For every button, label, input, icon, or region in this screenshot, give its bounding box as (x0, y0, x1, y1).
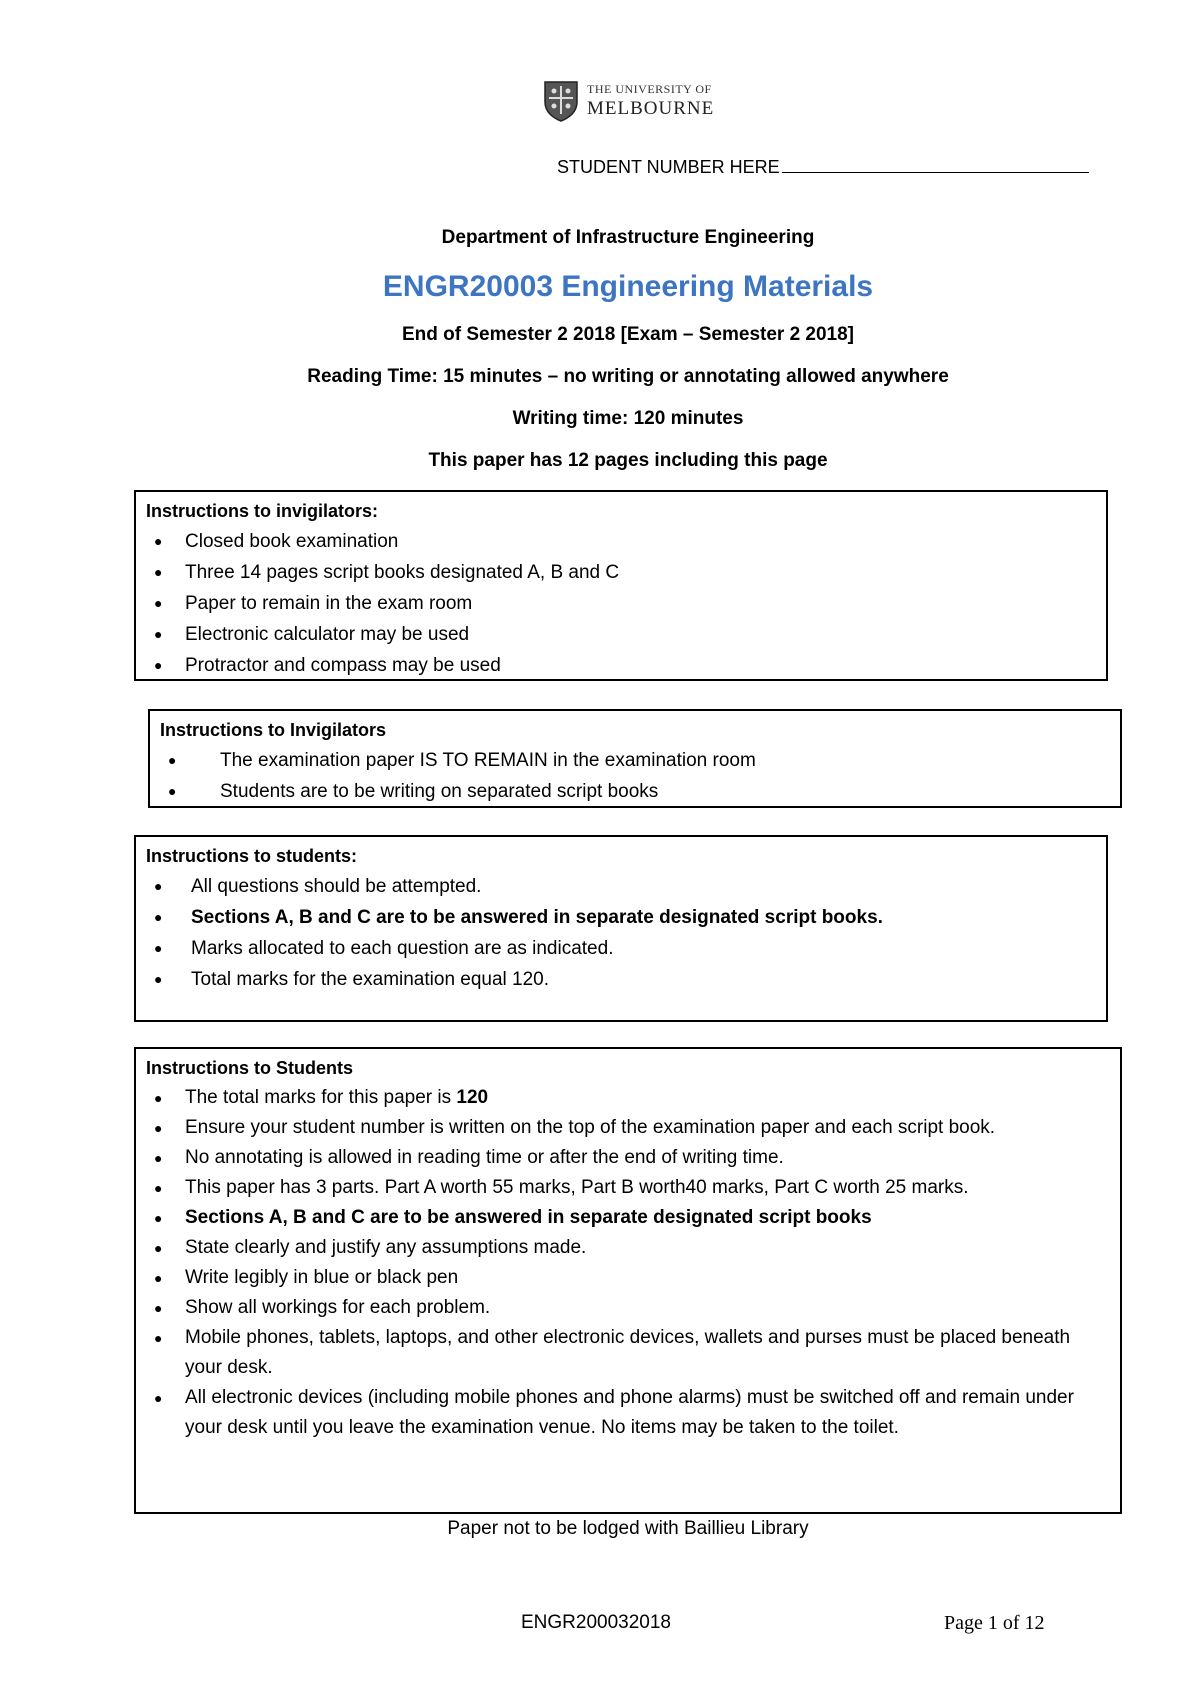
bullet-icon: ● (168, 783, 177, 799)
list-item: ● This paper has 3 parts. Part A worth 55 marks, Part B worth40 marks, Part C worth 25 marks. (146, 1173, 1100, 1203)
list-item: ● The total marks for this paper is 120 (146, 1083, 1100, 1113)
student-number-blank-line (782, 156, 1089, 173)
list-item: ● Three 14 pages script books designated A, B and C (146, 557, 1096, 588)
bullet-icon: ● (154, 878, 163, 894)
list-item: ● Sections A, B and C are to be answered in separate designated script books. (146, 902, 1096, 933)
list-item: ● No annotating is allowed in reading time or after the end of writing time. (146, 1143, 1100, 1173)
exam-code: ENGR200032018 (521, 1612, 671, 1633)
list-item: ● Protractor and compass may be used (146, 650, 1096, 681)
list-item: ● Mobile phones, tablets, laptops, and other electronic devices, wallets and purses must be placed beneath your desk. (146, 1323, 1100, 1383)
bullet-icon: ● (154, 595, 163, 611)
page-number: Page 1 of 12 (944, 1612, 1045, 1634)
list-item: ● Sections A, B and C are to be answered in separate designated script books (146, 1203, 1100, 1233)
library-note: Paper not to be lodged with Baillieu Library (447, 1518, 809, 1539)
bullet-icon: ● (154, 1390, 163, 1406)
bullet-icon: ● (154, 1180, 163, 1196)
list-item: ● Electronic calculator may be used (146, 619, 1096, 650)
semester-line: End of Semester 2 2018 [Exam – Semester 2 2018] (401, 324, 855, 345)
box-title: Instructions to invigilators: (146, 501, 379, 521)
list-item: ● Closed book examination (146, 526, 1096, 557)
bullet-icon: ● (154, 1300, 163, 1316)
list-item: ● Paper to remain in the exam room (146, 588, 1096, 619)
bullet-icon: ● (154, 1090, 163, 1106)
bullet-icon: ● (168, 752, 177, 768)
writing-time-line: Writing time: 120 minutes (512, 408, 744, 429)
bullet-icon: ● (154, 533, 163, 549)
invigilator-instructions-box-1 (134, 490, 1108, 681)
logo-line-2: MELBOURNE (587, 97, 715, 119)
bullet-icon: ● (154, 564, 163, 580)
list-item: ● Ensure your student number is written on the top of the examination paper and each script book. (146, 1113, 1100, 1143)
logo-line-1: THE UNIVERSITY OF (587, 81, 712, 96)
bullet-icon: ● (154, 940, 163, 956)
list-item: ● Students are to be writing on separated script books (160, 776, 1110, 807)
course-title: ENGR20003 Engineering Materials (382, 270, 874, 303)
student-instructions-box-1 (134, 835, 1108, 1022)
list-item: ● All electronic devices (including mobile phones and phone alarms) must be switched off and remain under your desk until you leave the examination venue. No items may be taken to the toilet. (146, 1383, 1100, 1443)
box-title: Instructions to Students (146, 1058, 353, 1078)
bullet-icon: ● (154, 1150, 163, 1166)
student-number-label: STUDENT NUMBER HERE (557, 157, 780, 177)
university-logo (541, 75, 716, 125)
list-item: ● Show all workings for each problem. (146, 1293, 1100, 1323)
list-item: ● State clearly and justify any assumptions made. (146, 1233, 1100, 1263)
list-item: ● Marks allocated to each question are as indicated. (146, 933, 1096, 964)
student-number-field (557, 156, 1089, 178)
instruction-list (146, 1083, 1100, 1443)
bullet-icon: ● (154, 1120, 163, 1136)
bullet-icon: ● (154, 909, 163, 925)
list-item: ● Write legibly in blue or black pen (146, 1263, 1100, 1293)
box-title: Instructions to Invigilators (160, 720, 387, 740)
list-item: ● The examination paper IS TO REMAIN in the examination room (160, 745, 1110, 776)
reading-time-line: Reading Time: 15 minutes – no writing or annotating allowed anywhere (307, 366, 949, 387)
logo-wordmark (587, 83, 714, 118)
instruction-list (146, 526, 1096, 681)
list-item: ● Total marks for the examination equal 120. (146, 964, 1096, 995)
box-title: Instructions to students: (146, 846, 357, 866)
instruction-list (160, 745, 1110, 807)
page-count-line: This paper has 12 pages including this page (428, 450, 828, 471)
instruction-list (146, 871, 1096, 995)
list-item: ● All questions should be attempted. (146, 871, 1096, 902)
bullet-icon: ● (154, 1330, 163, 1346)
department-heading: Department of Infrastructure Engineering (441, 227, 815, 248)
bullet-icon: ● (154, 1270, 163, 1286)
invigilator-instructions-box-2 (148, 709, 1122, 808)
bullet-icon: ● (154, 971, 163, 987)
bullet-icon: ● (154, 626, 163, 642)
university-crest-icon (541, 78, 581, 122)
bullet-icon: ● (154, 1210, 163, 1226)
bullet-icon: ● (154, 657, 163, 673)
bullet-icon: ● (154, 1240, 163, 1256)
student-instructions-box-2 (134, 1047, 1122, 1514)
